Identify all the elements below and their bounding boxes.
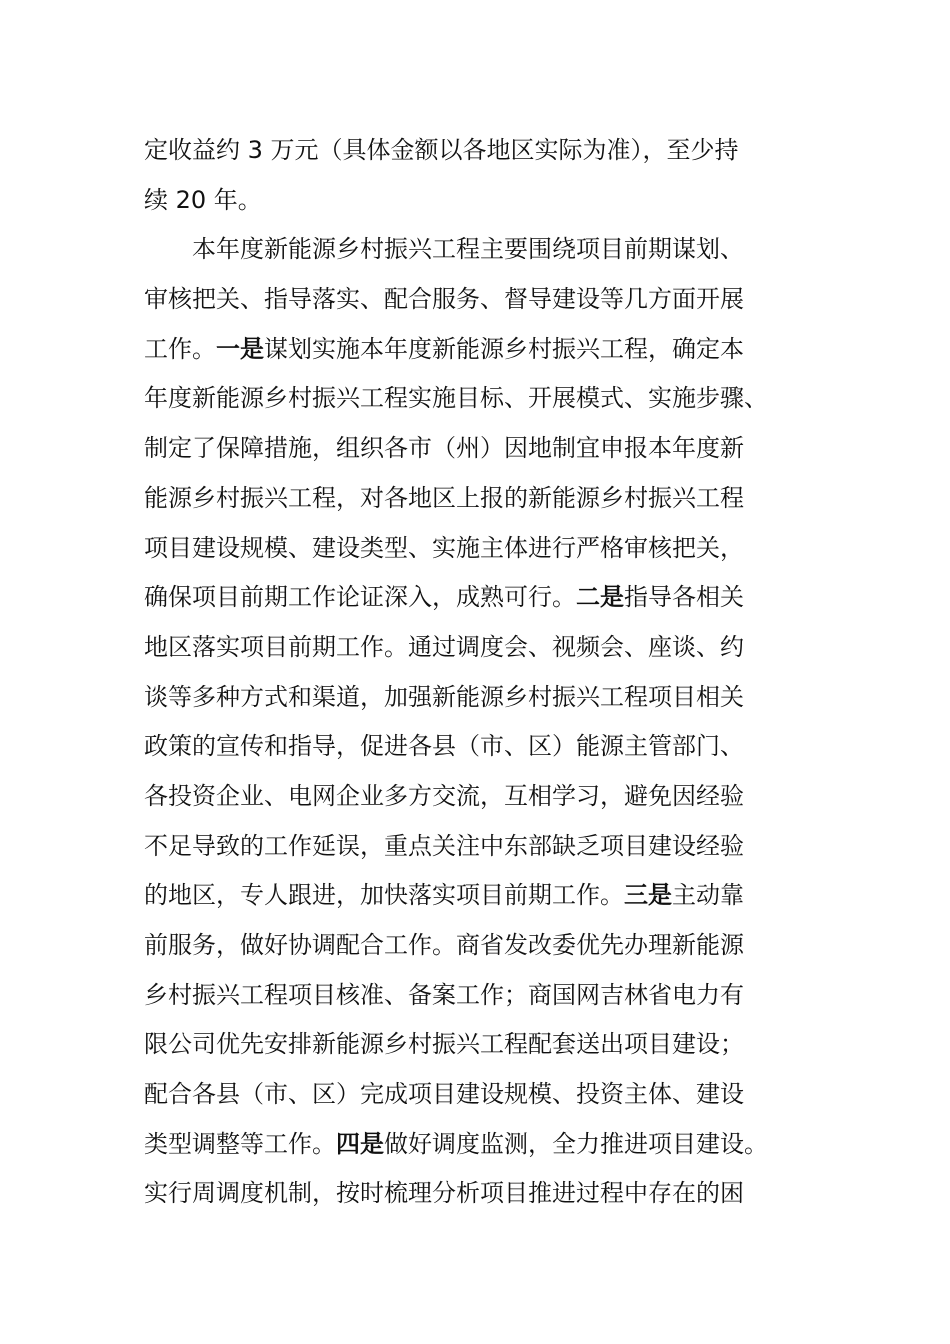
paragraph-2-line-6 [144,474,804,524]
text-segment: 地区落实项目前期工作。通过调度会、视频会、座谈、约 [144,632,744,661]
paragraph-2-line-15 [144,921,804,971]
paragraph-2-line-12 [144,772,804,822]
paragraph-2-line-8 [144,573,804,623]
text-segment: 前服务，做好协调配合工作。商省发改委优先办理新能源 [144,931,744,959]
paragraph-2-line-1 [144,225,804,275]
text-segment: 政策的宣传和指导，促进各县（市、区）能源主管部门、 [144,732,744,761]
text-segment: 实行周调度机制，按时梳理分析项目推进过程中存在的困 [144,1179,744,1208]
text-segment: 的地区，专人跟进，加快落实项目前期工作。 [144,881,624,910]
paragraph-1-line-2: 续 20 年。 [144,185,262,214]
bold-ordinal-label: 四是 [336,1129,384,1158]
text-segment: 配合各县（市、区）完成项目建设规模、投资主体、建设 [144,1080,744,1109]
paragraph-2-line-13 [144,822,804,872]
text-segment: 确保项目前期工作论证深入，成熟可行。 [144,583,576,612]
paragraph-2-line-14 [144,871,804,921]
paragraph-2-line-18 [144,1070,804,1120]
paragraph-2-line-11 [144,722,804,772]
text-segment: 做好调度监测，全力推进项目建设。 [384,1129,768,1158]
text-segment: 能源乡村振兴工程，对各地区上报的新能源乡村振兴工程 [144,483,744,512]
text-segment: 年度新能源乡村振兴工程实施目标、开展模式、实施步骤、 [144,384,768,413]
text-segment: 指导各相关 [624,583,744,612]
paragraph-2-line-9 [144,623,804,673]
paragraph-2-line-4 [144,374,804,424]
text-segment: 谈等多种方式和渠道，加强新能源乡村振兴工程项目相关 [144,682,744,711]
text-segment: 工作。 [144,334,216,363]
paragraph-2-line-16 [144,971,804,1021]
text-segment: 制定了保障措施，组织各市（州）因地制宜申报本年度新 [144,434,744,463]
text-segment: 审核把关、指导落实、配合服务、督导建设等几方面开展 [144,285,744,314]
paragraph-2-line-3 [144,325,804,375]
paragraph-2-line-5 [144,424,804,474]
bold-ordinal-label: 三是 [624,881,672,910]
paragraph-1-line-1: 定收益约 3 万元（具体金额以各地区实际为准），至少持 [144,136,739,164]
text-segment: 项目建设规模、建设类型、实施主体进行严格审核把关， [144,533,744,562]
body-text [144,126,804,1219]
bold-ordinal-label: 二是 [576,583,624,612]
paragraph-2-line-10 [144,673,804,723]
paragraph-2-line-2 [144,275,804,325]
text-segment: 类型调整等工作。 [144,1129,336,1158]
paragraph-2-line-20 [144,1169,804,1219]
paragraph-2-line-19 [144,1120,804,1170]
text-segment: 限公司优先安排新能源乡村振兴工程配套送出项目建设； [144,1030,744,1059]
text-segment: 各投资企业、电网企业多方交流，互相学习，避免因经验 [144,781,744,810]
bold-ordinal-label: 一是 [216,334,264,363]
paragraph-2-line-17 [144,1020,804,1070]
text-segment: 谋划实施本年度新能源乡村振兴工程，确定本 [264,334,744,363]
paragraph-2 [144,225,804,1219]
text-segment: 本年度新能源乡村振兴工程主要围绕项目前期谋划、 [192,235,744,264]
paragraph-2-line-7 [144,524,804,574]
text-segment: 主动靠 [672,881,744,910]
text-segment: 乡村振兴工程项目核准、备案工作；商国网吉林省电力有 [144,980,744,1009]
text-segment: 不足导致的工作延误，重点关注中东部缺乏项目建设经验 [144,831,744,860]
